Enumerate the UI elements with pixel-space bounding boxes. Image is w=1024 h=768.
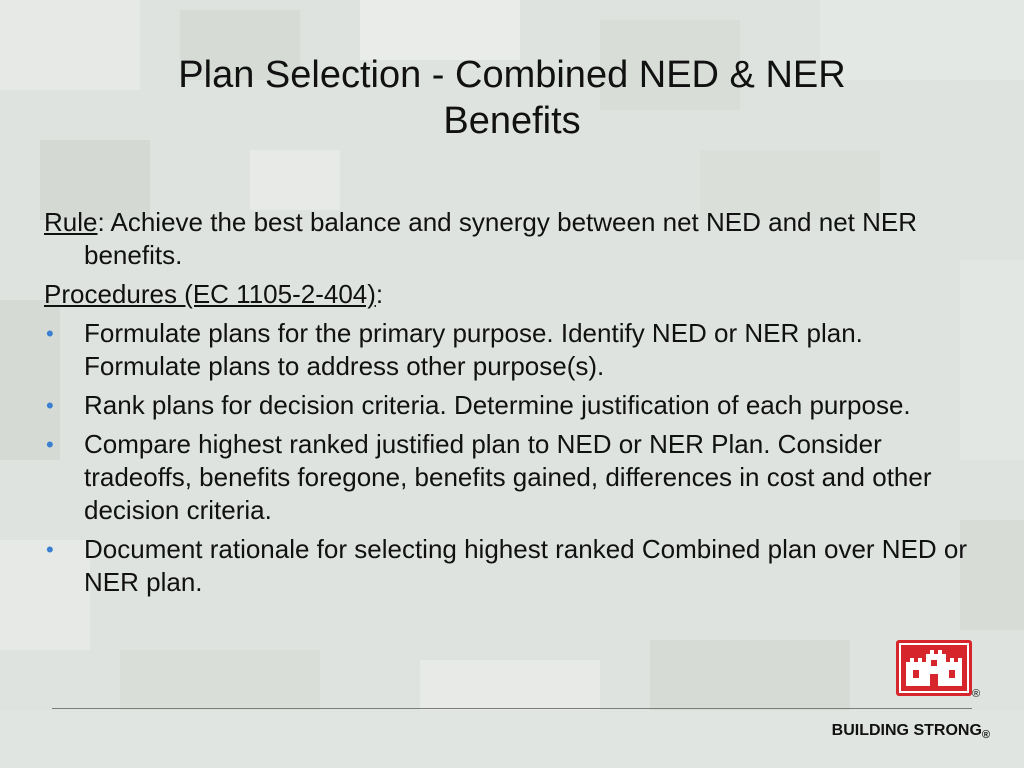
- bullet-item: [44, 317, 984, 383]
- slide-title: [60, 52, 964, 144]
- bullet-text: Compare highest ranked justified plan to NED or NER Plan. Consider tradeoffs, benefits foregone, benefits gained, differences in cost and other decision criteria.: [84, 429, 932, 525]
- procedures-list: [44, 317, 984, 599]
- rule-label: Rule: [44, 207, 98, 237]
- procedures-label: Procedures (EC 1105-2-404): [44, 279, 376, 309]
- title-line-2: Benefits: [443, 100, 581, 142]
- procedures-suffix: :: [375, 279, 384, 309]
- title-line-1: Plan Selection - Combined NED & NER: [178, 54, 846, 96]
- castle-logo-icon: [896, 640, 972, 696]
- rule-paragraph: [44, 206, 984, 272]
- slide-body: [44, 206, 984, 605]
- footer-brand: [832, 722, 990, 741]
- bullet-icon: •: [46, 321, 54, 346]
- procedures-heading: [44, 278, 984, 311]
- bullet-icon: •: [46, 432, 54, 457]
- bullet-text: Rank plans for decision criteria. Determine justification of each purpose.: [84, 390, 911, 420]
- bullet-icon: •: [46, 393, 54, 418]
- bullet-text: Document rationale for selecting highest ranked Combined plan over NED or NER plan.: [84, 534, 968, 597]
- logo-registered-mark: ®: [972, 688, 981, 700]
- rule-text: : Achieve the best balance and synergy between net NED and net NER benefits.: [84, 207, 917, 270]
- bullet-item: [44, 428, 984, 527]
- bullet-item: [44, 533, 984, 599]
- bullet-icon: •: [46, 537, 54, 562]
- brand-text: BUILDING STRONG: [831, 722, 982, 739]
- footer-divider: [52, 708, 972, 709]
- bullet-item: [44, 389, 984, 422]
- bullet-text: Formulate plans for the primary purpose. Identify NED or NER plan. Formulate plans to address other purpose(s).: [84, 318, 863, 381]
- brand-registered-mark: ®: [981, 729, 990, 741]
